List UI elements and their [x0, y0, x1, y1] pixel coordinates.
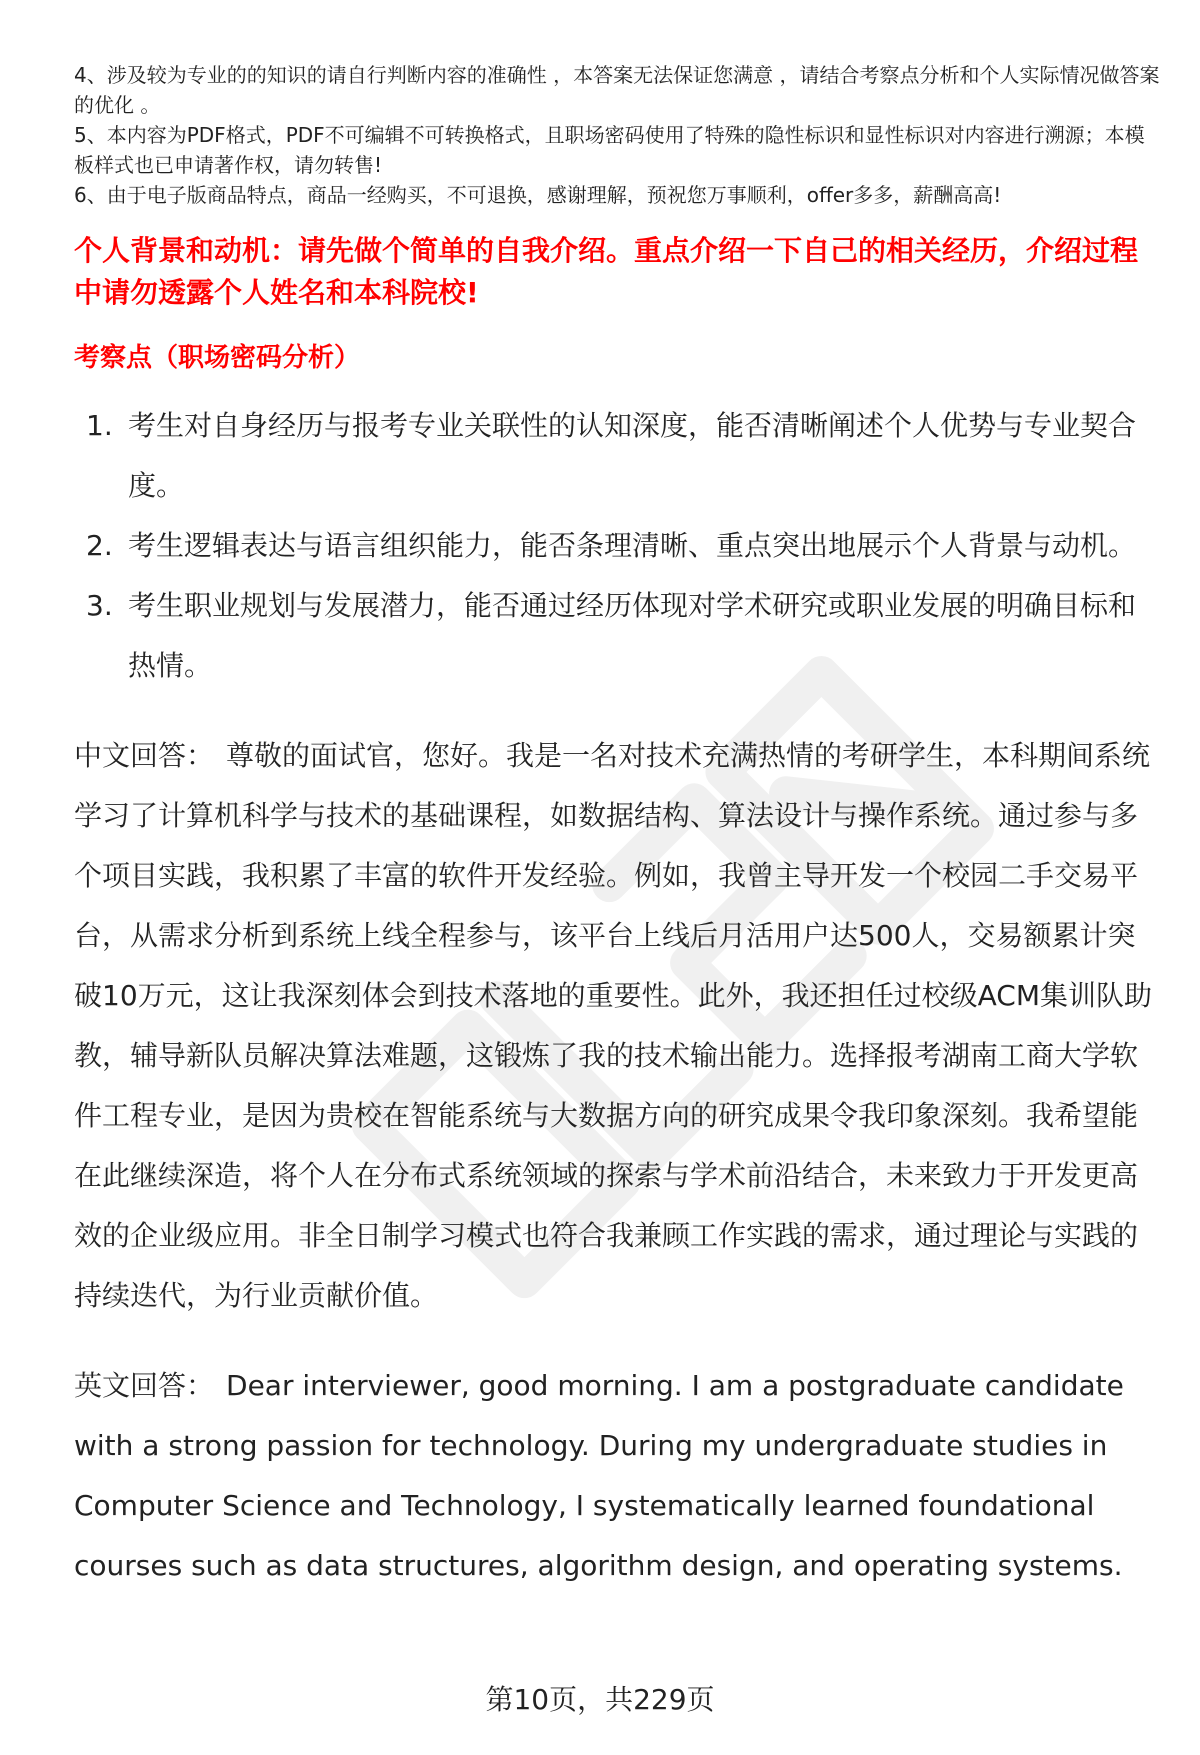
point-number: 2.	[86, 529, 113, 562]
assessment-point	[74, 516, 1160, 576]
chinese-answer-text: 尊敬的面试官，您好。我是一名对技术充满热情的考研学生，本科期间系统学习了计算机科学与技术的基础课程，如数据结构、算法设计与操作系统。通过参与多个项目实践，我积累了丰富的软件开发经验。例如，我曾主导开发一个校园二手交易平台，从需求分析到系统上线全程参与，该平台上线后月活用户达500人，交易额累计突破10万元，这让我深刻体会到技术落地的重要性。此外，我还担任过校级ACM集训队助教，辅导新队员解决算法难题，这锻炼了我的技术输出能力。选择报考湖南工商大学软件工程专业，是因为贵校在智能系统与大数据方向的研究成果令我印象深刻。我希望能在此继续深造，将个人在分布式系统领域的探索与学术前沿结合，未来致力于开发更高效的企业级应用。非全日制学习模式也符合我兼顾工作实践的需求，通过理论与实践的持续迭代，为行业贡献价值。	[74, 739, 1153, 1312]
english-answer-label: 英文回答：	[74, 1369, 215, 1402]
assessment-point	[74, 576, 1160, 696]
note-item: 6、由于电子版商品特点，商品一经购买，不可退换，感谢理解，预祝您万事顺利，offer多多，薪酬高高!	[74, 183, 1002, 207]
chinese-answer	[74, 726, 1160, 1326]
page-number-footer: 第10页，共229页	[485, 1683, 715, 1716]
question-heading: 个人背景和动机：请先做个简单的自我介绍。重点介绍一下自己的相关经历，介绍过程中请勿透露个人姓名和本科院校!	[74, 234, 1139, 309]
english-answer	[74, 1356, 1160, 1596]
assessment-points-list	[74, 396, 1160, 696]
english-answer-text: Dear interviewer, good morning. I am a postgraduate candidate with a strong passion for technology. During my undergraduate studies in Computer Science and Technology, I systematically learned foundational courses such as data structures, algorithm design, and operating systems.	[74, 1369, 1124, 1582]
point-text: 考生逻辑表达与语言组织能力，能否条理清晰、重点突出地展示个人背景与动机。	[128, 529, 1137, 562]
point-number: 1.	[86, 409, 113, 442]
note-item: 4、涉及较为专业的的知识的请自行判断内容的准确性 ，本答案无法保证您满意 ，请结合考察点分析和个人实际情况做答案的优化 。	[74, 63, 1160, 117]
note-item: 5、本内容为PDF格式，PDF不可编辑不可转换格式，且职场密码使用了特殊的隐性标识和显性标识对内容进行溯源；本模板样式也已申请著作权，请勿转售!	[74, 123, 1145, 177]
point-text: 考生对自身经历与报考专业关联性的认知深度，能否清晰阐述个人优势与专业契合度。	[128, 409, 1137, 502]
page-content	[74, 60, 1160, 1596]
assessment-point	[74, 396, 1160, 516]
point-number: 3.	[86, 589, 113, 622]
point-text: 考生职业规划与发展潜力，能否通过经历体现对学术研究或职业发展的明确目标和热情。	[128, 589, 1137, 682]
assessment-points-title: 考察点（职场密码分析）	[74, 343, 361, 373]
chinese-answer-label: 中文回答：	[74, 739, 215, 772]
